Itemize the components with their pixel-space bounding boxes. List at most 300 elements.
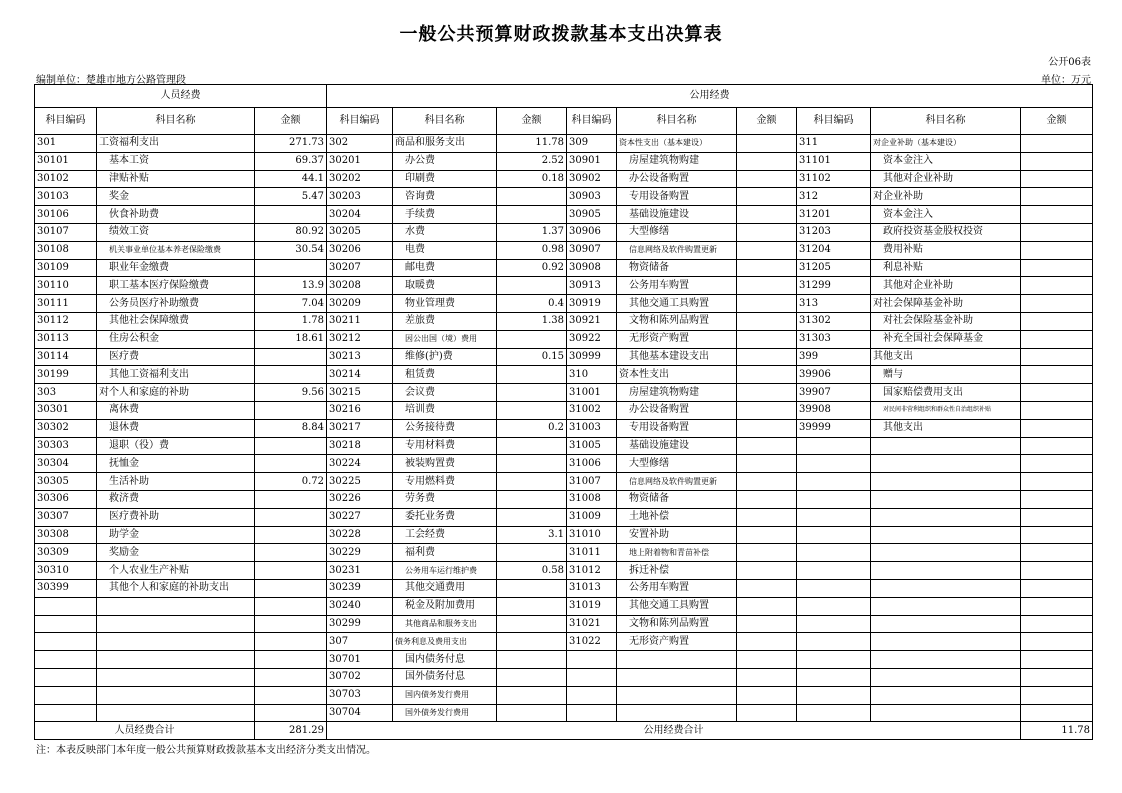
cell-amount: [1021, 206, 1093, 224]
cell-name: 印刷费: [393, 170, 497, 188]
table-row: [35, 668, 1093, 686]
cell-name: 对社会保障基金补助: [871, 295, 1021, 313]
cell-amount: [737, 348, 797, 366]
cell-name: 其他交通工具购置: [617, 597, 737, 615]
cell-amount: [255, 490, 327, 508]
cell-amount: [497, 579, 567, 597]
cell-amount: [1021, 312, 1093, 330]
cell-amount: 0.2: [497, 419, 567, 437]
cell-name: 水费: [393, 223, 497, 241]
cell-amount: [737, 312, 797, 330]
table-row: [35, 241, 1093, 259]
cell-name: 其他交通工具购置: [617, 295, 737, 313]
cell-name: 电费: [393, 241, 497, 259]
cell-code: 30229: [327, 544, 393, 562]
cell-code: 31021: [567, 615, 617, 633]
cell-code: 30209: [327, 295, 393, 313]
cell-code: [797, 615, 871, 633]
cell-amount: 11.78: [497, 135, 567, 153]
cell-code: 30109: [35, 259, 97, 277]
cell-amount: [1021, 384, 1093, 402]
cell-name: 公务用车购置: [617, 579, 737, 597]
cell-code: 30205: [327, 223, 393, 241]
cell-amount: [497, 615, 567, 633]
cell-name: [871, 455, 1021, 473]
cell-code: 30307: [35, 508, 97, 526]
cell-code: 31013: [567, 579, 617, 597]
cell-code: 30919: [567, 295, 617, 313]
cell-name: 其他对企业补助: [871, 170, 1021, 188]
cell-name: 抚恤金: [97, 455, 255, 473]
cell-name: 办公设备购置: [617, 170, 737, 188]
cell-code: 30302: [35, 419, 97, 437]
cell-amount: [255, 206, 327, 224]
cell-amount: [1021, 135, 1093, 153]
cell-code: 31008: [567, 490, 617, 508]
cell-code: 30702: [327, 668, 393, 686]
cell-name: 文物和陈列品购置: [617, 312, 737, 330]
cell-amount: 0.18: [497, 170, 567, 188]
col-header-amount: 金额: [737, 108, 797, 135]
cell-amount: [497, 490, 567, 508]
cell-name: 生活补助: [97, 473, 255, 491]
cell-amount: 0.98: [497, 241, 567, 259]
cell-code: 30204: [327, 206, 393, 224]
cell-code: 30226: [327, 490, 393, 508]
cell-name: 职业年金缴费: [97, 259, 255, 277]
cell-code: 30303: [35, 437, 97, 455]
cell-amount: [1021, 223, 1093, 241]
cell-name: 国内债务付息: [393, 651, 497, 669]
cell-code: 31303: [797, 330, 871, 348]
table-row: [35, 401, 1093, 419]
cell-name: [871, 651, 1021, 669]
cell-code: 30203: [327, 188, 393, 206]
column-header-row: [35, 108, 1093, 135]
col-header-name: 科目名称: [617, 108, 737, 135]
cell-amount: 0.58: [497, 562, 567, 580]
cell-amount: 30.54: [255, 241, 327, 259]
cell-code: 307: [327, 633, 393, 651]
cell-amount: [737, 170, 797, 188]
cell-code: 30201: [327, 152, 393, 170]
cell-name: 委托业务费: [393, 508, 497, 526]
cell-code: 31003: [567, 419, 617, 437]
cell-code: 30113: [35, 330, 97, 348]
cell-code: 30906: [567, 223, 617, 241]
cell-amount: [1021, 633, 1093, 651]
cell-code: 30212: [327, 330, 393, 348]
cell-code: 30101: [35, 152, 97, 170]
cell-amount: [1021, 651, 1093, 669]
cell-name: 其他商品和服务支出: [393, 615, 497, 633]
compiling-unit: 编制单位：楚雄市地方公路管理段: [36, 75, 186, 86]
table-row: [35, 188, 1093, 206]
cell-name: 工会经费: [393, 526, 497, 544]
cell-name: 费用补贴: [871, 241, 1021, 259]
cell-code: 31007: [567, 473, 617, 491]
cell-name: 文物和陈列品购置: [617, 615, 737, 633]
cell-amount: [255, 437, 327, 455]
cell-name: 其他对企业补助: [871, 277, 1021, 295]
cell-code: 39907: [797, 384, 871, 402]
cell-code: 301: [35, 135, 97, 153]
cell-name: 住房公积金: [97, 330, 255, 348]
cell-code: [567, 704, 617, 722]
group-header-row: [35, 85, 1093, 108]
cell-code: 39906: [797, 366, 871, 384]
cell-name: 国内债务发行费用: [393, 686, 497, 704]
cell-code: 312: [797, 188, 871, 206]
cell-code: 30211: [327, 312, 393, 330]
cell-amount: 44.1: [255, 170, 327, 188]
cell-code: 30217: [327, 419, 393, 437]
cell-code: 39908: [797, 401, 871, 419]
cell-amount: 1.78: [255, 312, 327, 330]
table-row: [35, 330, 1093, 348]
cell-name: 救济费: [97, 490, 255, 508]
table-row: [35, 490, 1093, 508]
cell-name: [871, 615, 1021, 633]
table-row: [35, 633, 1093, 651]
cell-code: [797, 651, 871, 669]
cell-amount: [497, 206, 567, 224]
footnote: 注：本表反映部门本年度一般公共预算财政拨款基本支出经济分类支出情况。: [36, 745, 376, 756]
cell-name: [871, 562, 1021, 580]
cell-name: 基础设施建设: [617, 437, 737, 455]
cell-amount: [497, 401, 567, 419]
cell-name: 大型修缮: [617, 223, 737, 241]
cell-amount: [737, 633, 797, 651]
cell-amount: [497, 473, 567, 491]
cell-amount: [1021, 579, 1093, 597]
col-header-code: 科目编码: [327, 108, 393, 135]
cell-code: 30102: [35, 170, 97, 188]
cell-name: 差旅费: [393, 312, 497, 330]
cell-name: 咨询费: [393, 188, 497, 206]
cell-code: 30907: [567, 241, 617, 259]
cell-name: 医疗费: [97, 348, 255, 366]
cell-code: 30215: [327, 384, 393, 402]
cell-name: 地上附着物和青苗补偿: [617, 544, 737, 562]
cell-amount: [255, 562, 327, 580]
cell-amount: 1.37: [497, 223, 567, 241]
cell-code: 31002: [567, 401, 617, 419]
cell-name: 拆迁补偿: [617, 562, 737, 580]
cell-name: 奖励金: [97, 544, 255, 562]
col-header-name: 科目名称: [97, 108, 255, 135]
cell-name: 资本性支出: [617, 366, 737, 384]
cell-code: 31010: [567, 526, 617, 544]
cell-amount: 8.84: [255, 419, 327, 437]
cell-name: 国外债务发行费用: [393, 704, 497, 722]
col-header-code: 科目编码: [35, 108, 97, 135]
cell-code: 30207: [327, 259, 393, 277]
cell-name: 商品和服务支出: [393, 135, 497, 153]
cell-code: 30901: [567, 152, 617, 170]
cell-amount: [255, 508, 327, 526]
cell-amount: [255, 651, 327, 669]
cell-name: 信息网络及软件购置更新: [617, 241, 737, 259]
cell-amount: [497, 508, 567, 526]
cell-name: 物资储备: [617, 490, 737, 508]
table-row: [35, 206, 1093, 224]
cell-name: 个人农业生产补贴: [97, 562, 255, 580]
cell-name: 公务员医疗补助缴费: [97, 295, 255, 313]
cell-amount: 13.9: [255, 277, 327, 295]
cell-amount: [497, 544, 567, 562]
cell-code: 310: [567, 366, 617, 384]
cell-name: 因公出国（境）费用: [393, 330, 497, 348]
cell-amount: [737, 241, 797, 259]
cell-code: 30922: [567, 330, 617, 348]
cell-amount: [497, 704, 567, 722]
expenditure-table: [34, 84, 1093, 740]
cell-amount: [737, 152, 797, 170]
cell-amount: 3.1: [497, 526, 567, 544]
personnel-total-label: 人员经费合计: [35, 722, 255, 740]
table-row: [35, 135, 1093, 153]
cell-amount: [1021, 188, 1093, 206]
cell-code: 30112: [35, 312, 97, 330]
cell-amount: 0.92: [497, 259, 567, 277]
cell-amount: [737, 490, 797, 508]
cell-amount: 1.38: [497, 312, 567, 330]
cell-code: 31009: [567, 508, 617, 526]
cell-amount: [1021, 259, 1093, 277]
cell-code: 30999: [567, 348, 617, 366]
cell-name: 无形资产购置: [617, 633, 737, 651]
cell-amount: [737, 135, 797, 153]
cell-name: 其他交通费用: [393, 579, 497, 597]
cell-code: 30213: [327, 348, 393, 366]
cell-amount: [1021, 366, 1093, 384]
cell-name: [871, 544, 1021, 562]
cell-amount: [737, 651, 797, 669]
cell-name: 国家赔偿费用支出: [871, 384, 1021, 402]
cell-name: 对个人和家庭的补助: [97, 384, 255, 402]
cell-name: 资本性支出（基本建设）: [617, 135, 737, 153]
col-header-amount: 金额: [1021, 108, 1093, 135]
form-number: 公开06表: [1048, 57, 1091, 68]
cell-name: [871, 526, 1021, 544]
cell-code: [567, 686, 617, 704]
cell-code: 30305: [35, 473, 97, 491]
cell-amount: [497, 330, 567, 348]
cell-code: 30106: [35, 206, 97, 224]
table-row: [35, 295, 1093, 313]
cell-name: 公务接待费: [393, 419, 497, 437]
cell-code: [797, 704, 871, 722]
cell-amount: [1021, 544, 1093, 562]
cell-amount: [497, 686, 567, 704]
cell-name: [871, 704, 1021, 722]
cell-amount: [497, 437, 567, 455]
cell-amount: [737, 473, 797, 491]
cell-code: [797, 686, 871, 704]
cell-code: [797, 526, 871, 544]
cell-name: 大型修缮: [617, 455, 737, 473]
cell-name: 其他社会保障缴费: [97, 312, 255, 330]
cell-code: 31102: [797, 170, 871, 188]
col-header-name: 科目名称: [393, 108, 497, 135]
cell-name: 被装购置费: [393, 455, 497, 473]
col-header-name: 科目名称: [871, 108, 1021, 135]
public-total-value: 11.78: [1021, 722, 1093, 740]
cell-name: 安置补助: [617, 526, 737, 544]
cell-amount: [497, 366, 567, 384]
cell-code: [35, 597, 97, 615]
cell-code: [797, 562, 871, 580]
cell-name: 维修(护)费: [393, 348, 497, 366]
cell-amount: [737, 330, 797, 348]
cell-name: 培训费: [393, 401, 497, 419]
table-row: [35, 579, 1093, 597]
cell-code: 30231: [327, 562, 393, 580]
cell-code: 30202: [327, 170, 393, 188]
table-row: [35, 455, 1093, 473]
cell-code: 399: [797, 348, 871, 366]
cell-name: 奖金: [97, 188, 255, 206]
cell-code: [797, 455, 871, 473]
cell-amount: [737, 188, 797, 206]
cell-name: [97, 668, 255, 686]
cell-code: 30304: [35, 455, 97, 473]
cell-amount: 0.15: [497, 348, 567, 366]
cell-amount: [737, 277, 797, 295]
cell-name: 资本金注入: [871, 206, 1021, 224]
cell-amount: [737, 615, 797, 633]
cell-amount: [1021, 241, 1093, 259]
cell-code: [797, 508, 871, 526]
table-row: [35, 366, 1093, 384]
cell-code: 30306: [35, 490, 97, 508]
cell-amount: [497, 597, 567, 615]
cell-code: 30399: [35, 579, 97, 597]
currency-unit: 单位：万元: [1041, 75, 1091, 86]
cell-name: [871, 508, 1021, 526]
cell-amount: [737, 526, 797, 544]
cell-amount: [497, 277, 567, 295]
cell-amount: [737, 508, 797, 526]
cell-code: 30110: [35, 277, 97, 295]
cell-name: 对社会保险基金补助: [871, 312, 1021, 330]
table-row: [35, 348, 1093, 366]
table-row: [35, 170, 1093, 188]
cell-code: 31205: [797, 259, 871, 277]
cell-name: [871, 490, 1021, 508]
cell-amount: [737, 437, 797, 455]
cell-name: 退职（役）费: [97, 437, 255, 455]
cell-code: 30224: [327, 455, 393, 473]
cell-name: 手续费: [393, 206, 497, 224]
cell-code: 303: [35, 384, 97, 402]
cell-code: 30218: [327, 437, 393, 455]
cell-amount: [737, 704, 797, 722]
cell-code: 30239: [327, 579, 393, 597]
cell-code: [35, 668, 97, 686]
table-row: [35, 508, 1093, 526]
personnel-group-header: 人员经费: [35, 85, 327, 108]
cell-amount: 80.92: [255, 223, 327, 241]
cell-name: 利息补贴: [871, 259, 1021, 277]
cell-name: 物业管理费: [393, 295, 497, 313]
cell-name: 国外债务付息: [393, 668, 497, 686]
cell-code: 30111: [35, 295, 97, 313]
cell-code: 30308: [35, 526, 97, 544]
cell-code: [797, 579, 871, 597]
cell-amount: [737, 668, 797, 686]
cell-code: 30216: [327, 401, 393, 419]
cell-name: 赠与: [871, 366, 1021, 384]
cell-code: 309: [567, 135, 617, 153]
cell-name: [871, 437, 1021, 455]
cell-amount: [737, 259, 797, 277]
cell-code: 313: [797, 295, 871, 313]
cell-name: 物资储备: [617, 259, 737, 277]
cell-amount: [1021, 562, 1093, 580]
cell-code: [797, 437, 871, 455]
cell-name: 绩效工资: [97, 223, 255, 241]
cell-code: [35, 686, 97, 704]
cell-amount: 7.04: [255, 295, 327, 313]
cell-code: 30703: [327, 686, 393, 704]
public-group-header: 公用经费: [327, 85, 1093, 108]
table-row: [35, 223, 1093, 241]
cell-amount: [255, 401, 327, 419]
cell-code: 31101: [797, 152, 871, 170]
cell-name: 对企业补助（基本建设）: [871, 135, 1021, 153]
cell-name: [97, 597, 255, 615]
cell-amount: [1021, 330, 1093, 348]
cell-code: 30905: [567, 206, 617, 224]
cell-name: [871, 579, 1021, 597]
cell-amount: [1021, 508, 1093, 526]
cell-name: 债务利息及费用支出: [393, 633, 497, 651]
cell-name: 补充全国社会保障基金: [871, 330, 1021, 348]
cell-name: 土地补偿: [617, 508, 737, 526]
table-row: [35, 312, 1093, 330]
cell-amount: [497, 668, 567, 686]
col-header-amount: 金额: [497, 108, 567, 135]
table-row: [35, 704, 1093, 722]
cell-code: [797, 597, 871, 615]
cell-code: [35, 704, 97, 722]
table-row: [35, 597, 1093, 615]
table-row: [35, 152, 1093, 170]
cell-name: 职工基本医疗保险缴费: [97, 277, 255, 295]
table-row: [35, 259, 1093, 277]
cell-name: 劳务费: [393, 490, 497, 508]
cell-amount: [1021, 490, 1093, 508]
cell-amount: [497, 384, 567, 402]
cell-name: 基础设施建设: [617, 206, 737, 224]
cell-code: 30301: [35, 401, 97, 419]
cell-name: 政府投资基金股权投资: [871, 223, 1021, 241]
cell-code: 30921: [567, 312, 617, 330]
cell-name: 办公费: [393, 152, 497, 170]
cell-code: 30103: [35, 188, 97, 206]
cell-amount: [737, 295, 797, 313]
cell-code: [567, 668, 617, 686]
cell-amount: [1021, 277, 1093, 295]
cell-amount: 0.72: [255, 473, 327, 491]
cell-amount: [255, 455, 327, 473]
cell-name: 津贴补贴: [97, 170, 255, 188]
cell-name: 邮电费: [393, 259, 497, 277]
cell-name: [871, 597, 1021, 615]
cell-code: [797, 473, 871, 491]
